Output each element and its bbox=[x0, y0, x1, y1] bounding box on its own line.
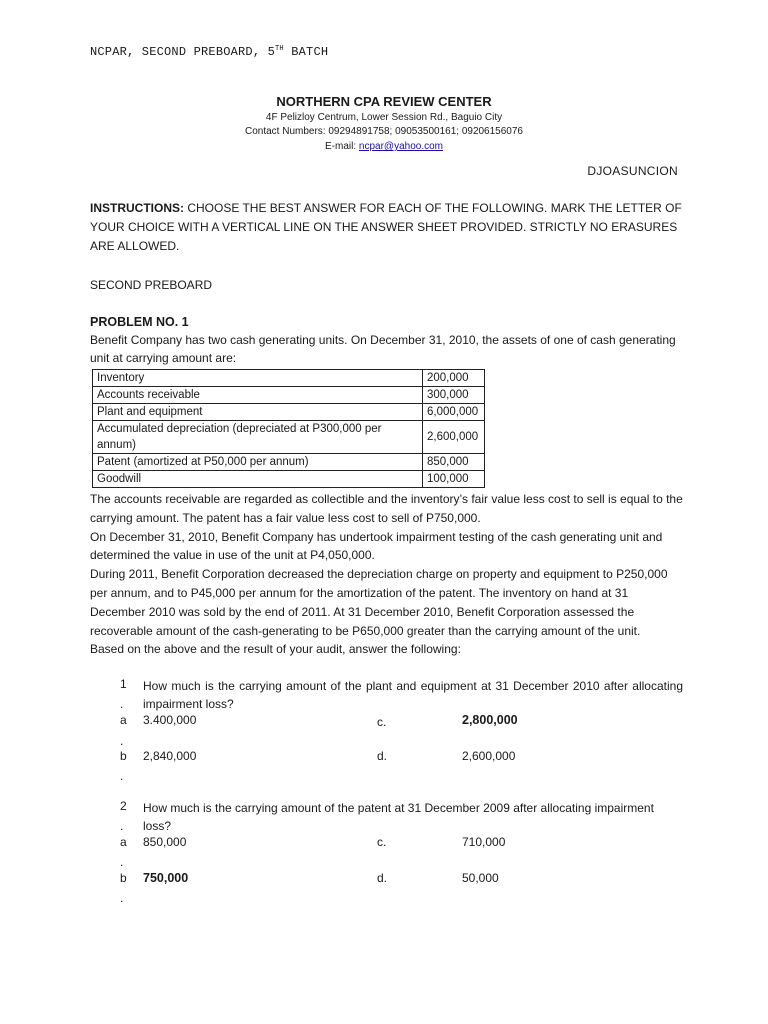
narrative-paragraph: The accounts receivable are regarded as collectible and the inventory’s fair value less cost to sell is equal to the carrying amount. The patent has a fair value less cost to sell of P750,000. bbox=[90, 492, 683, 525]
org-contact: Contact Numbers: 09294891758; 09053500161; 09206156076 bbox=[244, 126, 523, 137]
option-a-letter: a bbox=[120, 713, 127, 727]
question-text: How much is the carrying amount of the plant and equipment at 31 December 2010 after allocating impairment loss? bbox=[143, 679, 683, 711]
instructions-text: CHOOSE THE BEST ANSWER FOR EACH OF THE FOLLOWING. MARK THE LETTER OF YOUR CHOICE WITH A VERTICAL LINE ON THE ANSWER SHEET PROVIDED. STRICTLY NO ERASURES ARE ALLOWED. bbox=[90, 201, 682, 253]
asset-amount: 300,000 bbox=[423, 387, 485, 404]
running-header bbox=[90, 45, 328, 59]
table-row bbox=[93, 404, 485, 421]
org-email-line bbox=[0, 141, 768, 152]
asset-label: Inventory bbox=[93, 370, 423, 387]
instructions-label: INSTRUCTIONS: bbox=[90, 201, 184, 215]
email-link[interactable]: ncpar@yahoo.com bbox=[358, 141, 443, 152]
option-dot: . bbox=[120, 891, 124, 905]
question-number-dot: . bbox=[120, 819, 124, 833]
email-label: E-mail: bbox=[325, 141, 359, 152]
asset-label: Plant and equipment bbox=[93, 404, 423, 421]
question-number-dot: . bbox=[120, 697, 124, 711]
narrative-paragraph: On December 31, 2010, Benefit Company has undertook impairment testing of the cash generating unit and determined the value in use of the unit at P4,050,000. bbox=[90, 529, 663, 563]
narrative-paragraph: Based on the above and the result of your audit, answer the following: bbox=[90, 642, 461, 657]
asset-amount: 200,000 bbox=[423, 370, 485, 387]
option-d-value: 50,000 bbox=[462, 871, 499, 885]
exam-title: SECOND PREBOARD bbox=[90, 278, 213, 292]
asset-amount: 850,000 bbox=[423, 454, 485, 471]
org-name: NORTHERN CPA REVIEW CENTER bbox=[276, 94, 492, 109]
option-dot: . bbox=[120, 769, 124, 783]
option-d-value: 2,600,000 bbox=[462, 749, 516, 763]
option-b-value: 750,000 bbox=[143, 871, 189, 885]
question-number: 2 bbox=[120, 799, 127, 813]
asset-amount: 100,000 bbox=[423, 471, 485, 488]
option-dot: . bbox=[120, 734, 124, 748]
header-batch-suffix: BATCH bbox=[283, 45, 329, 59]
asset-label: Goodwill bbox=[93, 471, 423, 488]
instructions bbox=[90, 199, 685, 256]
problem-title: PROBLEM NO. 1 bbox=[90, 315, 189, 329]
problem-description: Benefit Company has two cash generating units. On December 31, 2010, the assets of one of cash generating unit at carrying amount are: bbox=[90, 333, 676, 365]
option-b-letter: b bbox=[120, 749, 127, 763]
table-row bbox=[93, 387, 485, 404]
asset-label: Accumulated depreciation (depreciated at P300,000 per annum) bbox=[93, 421, 423, 454]
option-dot: . bbox=[120, 855, 124, 869]
org-address: 4F Pelizloy Centrum, Lower Session Rd., Baguio City bbox=[265, 112, 503, 123]
option-c-letter: c. bbox=[377, 715, 387, 729]
asset-label: Patent (amortized at P50,000 per annum) bbox=[93, 454, 423, 471]
table-row bbox=[93, 370, 485, 387]
author-code: DJOASUNCION bbox=[587, 164, 678, 178]
option-b-letter: b bbox=[120, 871, 127, 885]
problem-narrative bbox=[90, 490, 685, 659]
table-row bbox=[93, 471, 485, 488]
table-row bbox=[93, 421, 485, 454]
option-a-value: 850,000 bbox=[143, 835, 187, 849]
option-c-value: 710,000 bbox=[462, 835, 506, 849]
header-batch-prefix: NCPAR, SECOND PREBOARD, 5 bbox=[90, 45, 276, 59]
question-number: 1 bbox=[120, 677, 127, 691]
option-d-letter: d. bbox=[377, 749, 388, 763]
option-b-value: 2,840,000 bbox=[143, 749, 197, 763]
narrative-paragraph: During 2011, Benefit Corporation decreased the depreciation charge on property and equipment to P250,000 per annum, and to P45,000 per annum for the amortization of the patent. The inventory on hand at 31 December 2010 was sold by the end of 2011. At 31 December 2010, Benefit Corporation assessed the recoverable amount of the cash-generating to be P650,000 greater than the carrying amount of the unit. bbox=[90, 567, 668, 638]
asset-amount: 2,600,000 bbox=[423, 421, 485, 454]
option-a-letter: a bbox=[120, 835, 127, 849]
assets-table bbox=[92, 369, 485, 488]
table-row bbox=[93, 454, 485, 471]
asset-amount: 6,000,000 bbox=[423, 404, 485, 421]
question-text: How much is the carrying amount of the patent at 31 December 2009 after allocating impairment loss? bbox=[143, 801, 654, 833]
option-a-value: 3.400,000 bbox=[143, 713, 197, 727]
header-batch-superscript: TH bbox=[275, 45, 284, 53]
option-c-value: 2,800,000 bbox=[462, 713, 518, 727]
asset-label: Accounts receivable bbox=[93, 387, 423, 404]
option-c-letter: c. bbox=[377, 835, 387, 849]
option-d-letter: d. bbox=[377, 871, 388, 885]
